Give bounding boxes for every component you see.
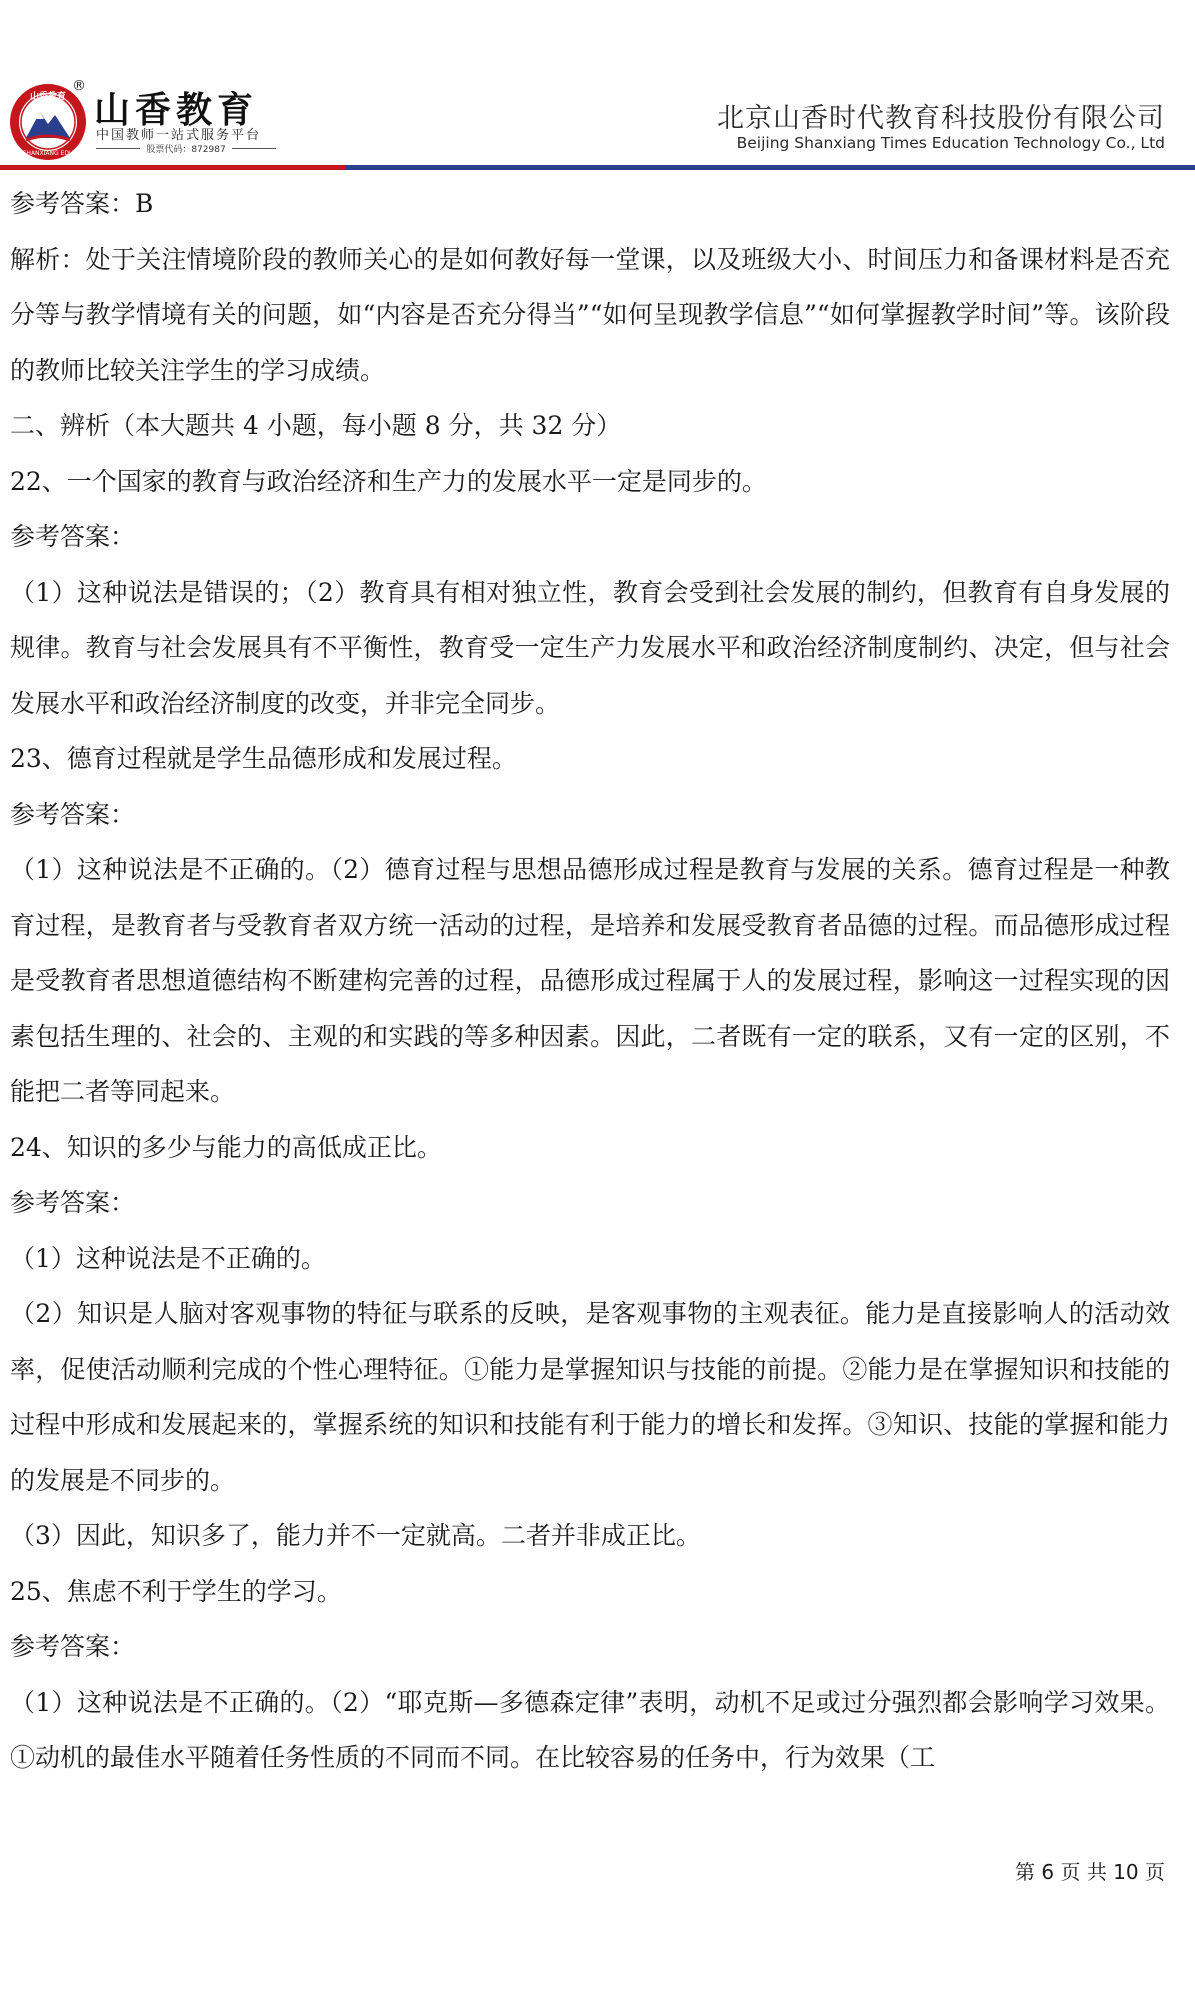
svg-text:山香教育: 山香教育 <box>29 92 67 102</box>
answer-paragraph: （1）这种说法是不正确的。（2）德育过程与思想品德形成过程是教育与发展的关系。德育过程是一种教育过程，是教育者与受教育者双方统一活动的过程，是培养和发展受教育者品德的过程。而品德形成过程是受教育者思想道德结构不断建构完善的过程，品德形成过程属于人的发展过程，影响这一过程实现的因素包括生理的、社会的、主观的和实践的等多种因素。因此，二者既有一定的联系，又有一定的区别，不能把二者等同起来。 <box>10 855 1170 1106</box>
answer-paragraph: （2）知识是人脑对客观事物的特征与联系的反映，是客观事物的主观表征。能力是直接影响人的活动效率，促使活动顺利完成的个性心理特征。①能力是掌握知识与技能的前提。②能力是在掌握知识和技能的过程中形成和发展起来的，掌握系统的知识和技能有利于能力的增长和发挥。③知识、技能的掌握和能力的发展是不同步的。 <box>10 1299 1170 1495</box>
answer-paragraph: （3）因此，知识多了，能力并不一定就高。二者并非成正比。 <box>10 1521 701 1550</box>
shanxiang-logo-icon <box>8 82 88 162</box>
registered-mark: ® <box>72 78 86 94</box>
brand-tagline: 中国教师一站式服务平台 <box>96 128 262 143</box>
section-heading: 二、辨析（本大题共 4 小题，每小题 8 分，共 32 分） <box>10 411 622 440</box>
question-25: 25、焦虑不利于学生的学习。 <box>10 1576 342 1606</box>
company-name-cn: 北京山香时代教育科技股份有限公司 <box>717 103 1165 134</box>
document-body <box>10 176 1170 1786</box>
stock-code-text: 股票代码：872987 <box>146 145 226 155</box>
header-divider-blue <box>345 165 1195 170</box>
page-number: 第 6 页 共 10 页 <box>1015 1860 1165 1884</box>
answer-label: 参考答案： <box>10 522 136 551</box>
company-name-en: Beijing Shanxiang Times Education Technology Co., Ltd <box>736 134 1165 152</box>
header-divider-red <box>0 165 345 170</box>
answer-paragraph: （1）这种说法是不正确的。 <box>10 1243 326 1273</box>
page-header <box>0 0 1195 172</box>
question-23: 23、德育过程就是学生品德形成和发展过程。 <box>10 744 517 773</box>
answer-label: 参考答案： <box>10 1632 136 1661</box>
answer-label: 参考答案： <box>10 799 136 829</box>
svg-text:SHANXIANG EDU: SHANXIANG EDU <box>22 150 74 157</box>
analysis-paragraph: 解析：处于关注情境阶段的教师关心的是如何教好每一堂课，以及班级大小、时间压力和备课材料是否充分等与教学情境有关的问题，如“内容是否充分得当”“如何呈现教学信息”“如何掌握教学时间”等。该阶段的教师比较关注学生的学习成绩。 <box>10 244 1170 385</box>
question-22: 22、一个国家的教育与政治经济和生产力的发展水平一定是同步的。 <box>10 466 767 496</box>
answer-paragraph: （1）这种说法是错误的；（2）教育具有相对独立性，教育会受到社会发展的制约，但教育有自身发展的规律。教育与社会发展具有不平衡性，教育受一定生产力发展水平和政治经济制度制约、决定，但与社会发展水平和政治经济制度的改变，并非完全同步。 <box>10 577 1170 718</box>
brand-name: 山香教育 <box>94 90 259 131</box>
answer-line: 参考答案：B <box>10 189 154 218</box>
stock-code <box>96 142 276 155</box>
answer-paragraph: （1）这种说法是不正确的。（2）“耶克斯—多德森定律”表明，动机不足或过分强烈都会影响学习效果。①动机的最佳水平随着任务性质的不同而不同。在比较容易的任务中，行为效果（工 <box>10 1687 1170 1772</box>
question-24: 24、知识的多少与能力的高低成正比。 <box>10 1132 442 1162</box>
answer-label: 参考答案： <box>10 1188 136 1217</box>
